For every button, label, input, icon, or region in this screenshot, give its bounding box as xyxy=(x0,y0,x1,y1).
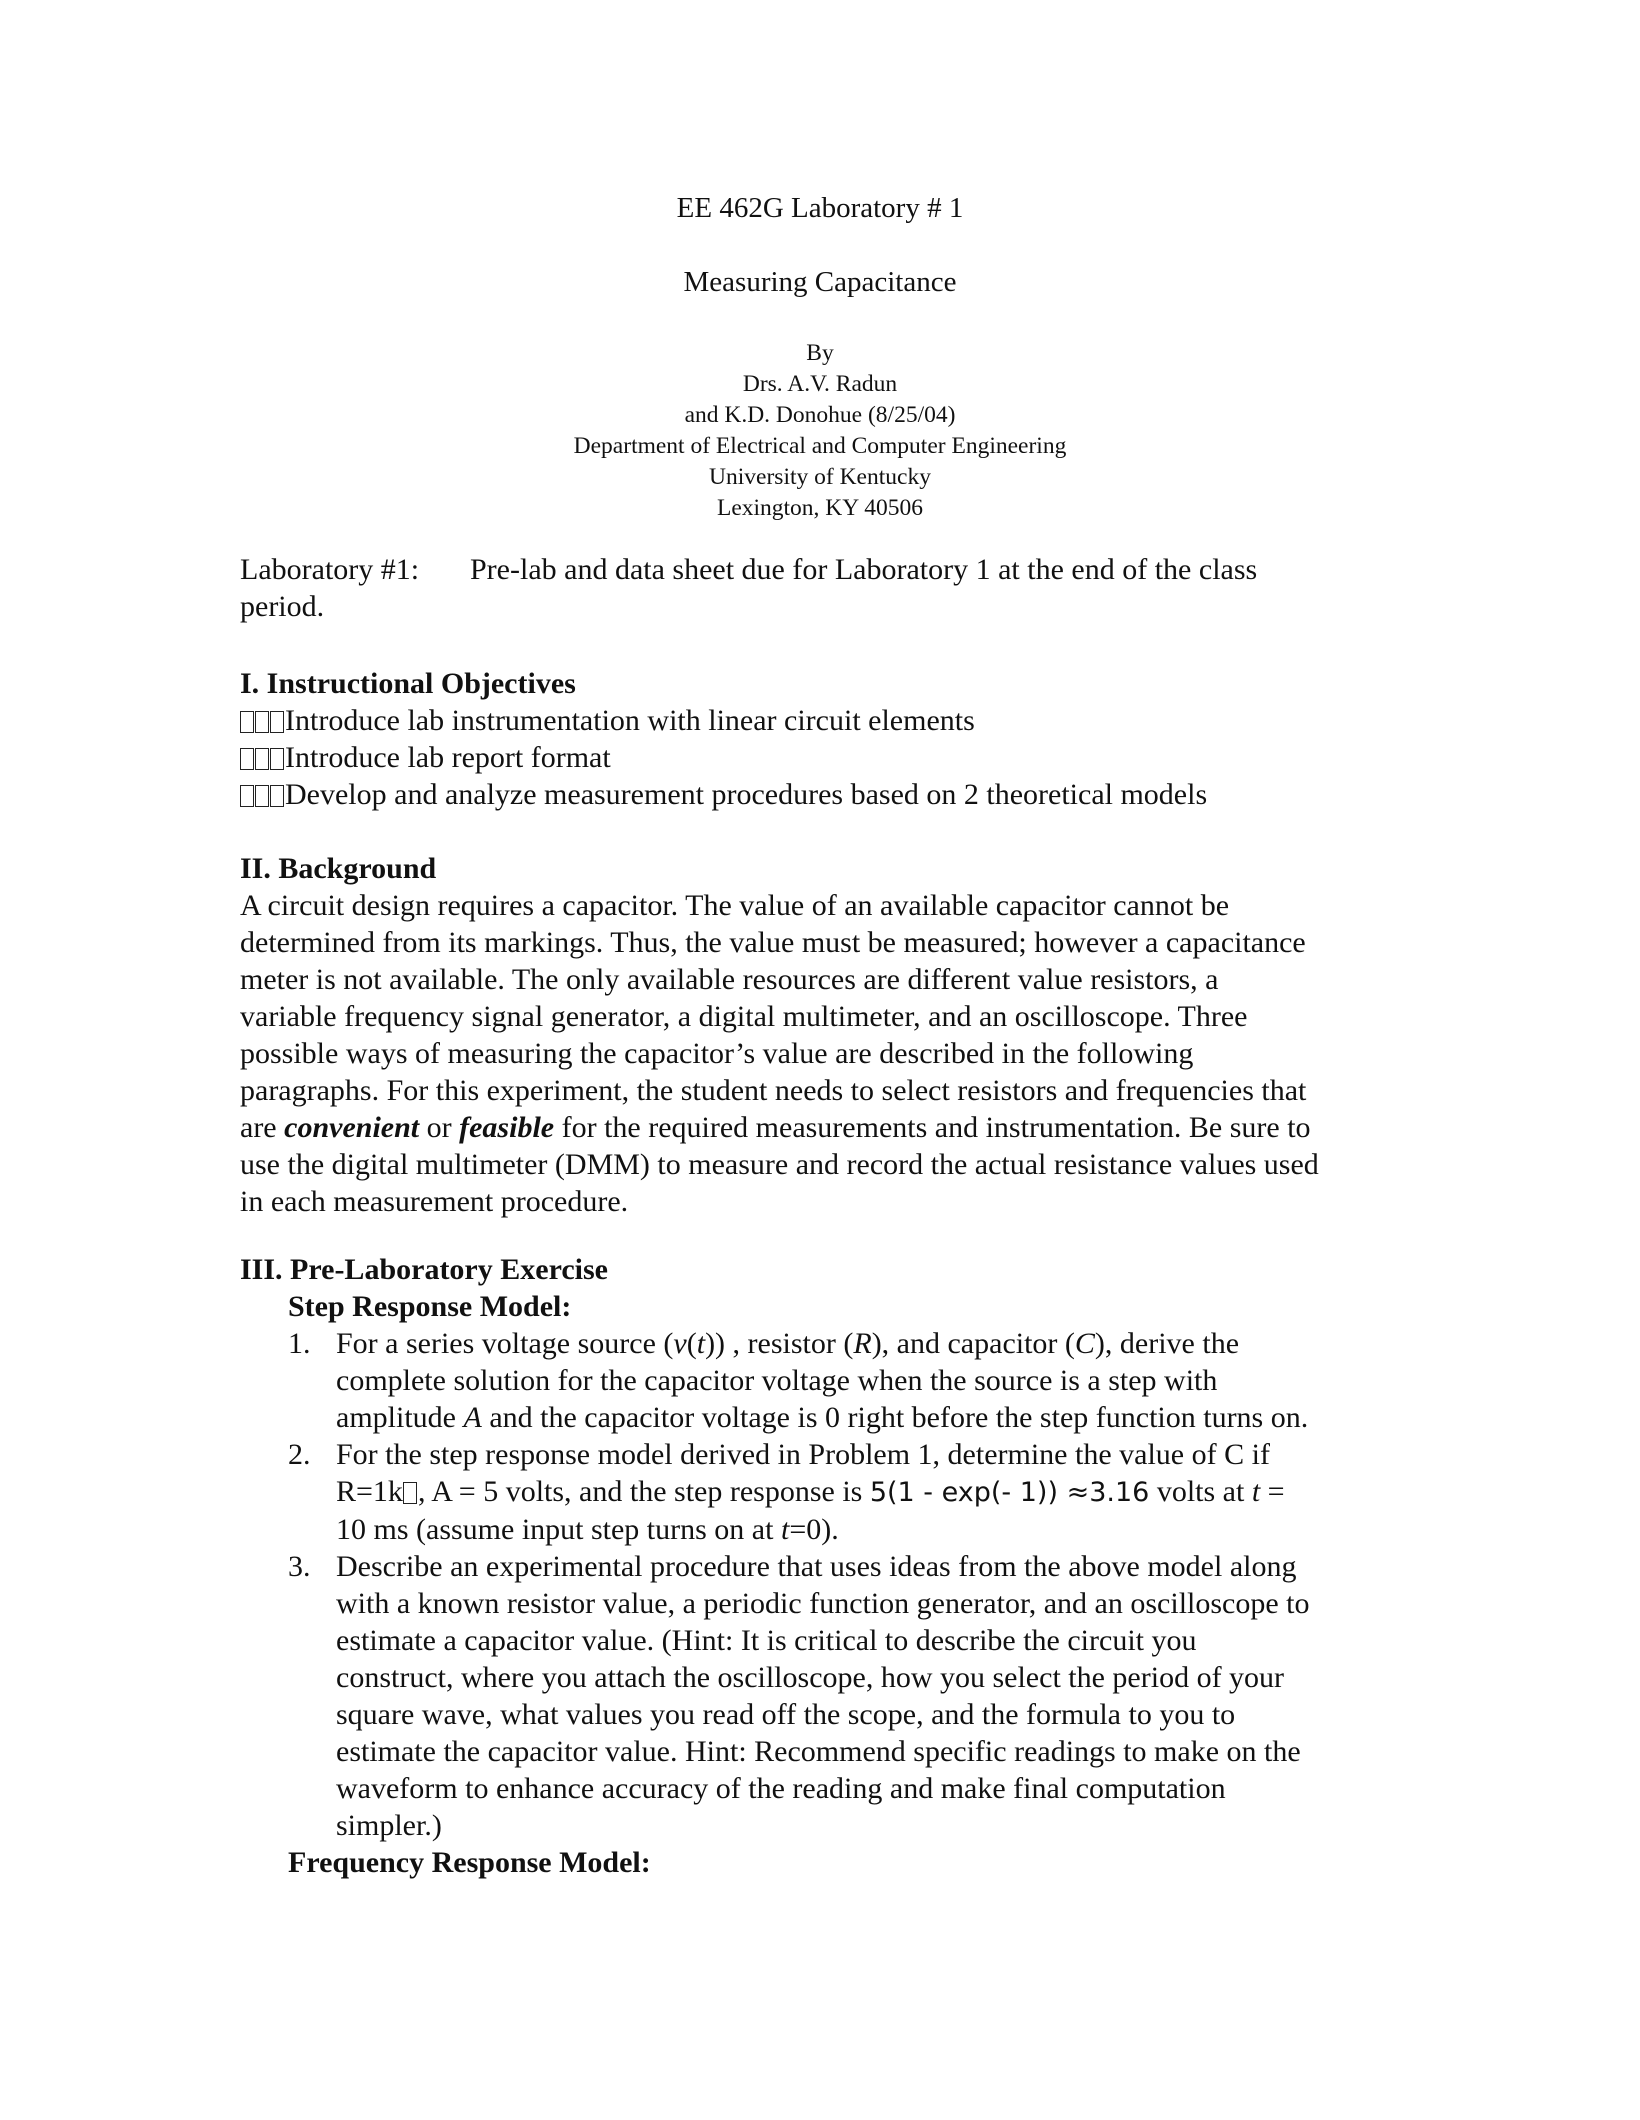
prelab-heading: III. Pre-Laboratory Exercise xyxy=(240,1253,608,1286)
university: University of Kentucky xyxy=(709,464,931,490)
due-text-line-2: period. xyxy=(240,590,325,623)
bullet-icon xyxy=(240,711,254,733)
objectives-heading: I. Instructional Objectives xyxy=(240,667,576,700)
location: Lexington, KY 40506 xyxy=(716,495,924,521)
due-label: Laboratory #1: xyxy=(240,553,420,586)
bullet-icon xyxy=(270,711,284,733)
background-heading: II. Background xyxy=(240,852,437,885)
authors-line-2: and K.D. Donohue (8/25/04) xyxy=(684,402,956,428)
due-notice xyxy=(240,551,1400,625)
prelab-list xyxy=(240,1325,1400,1844)
background-line: possible ways of measuring the capacitor’s value are described in the following xyxy=(240,1037,1194,1070)
bullet-icon xyxy=(270,785,284,807)
bullet-icon xyxy=(255,748,269,770)
objective-text: Introduce lab instrumentation with linear circuit elements xyxy=(285,704,975,737)
lab-title: Measuring Capacitance xyxy=(683,266,957,298)
item-number: 3. xyxy=(288,1550,311,1583)
prelab-item-1: 1. For a series voltage source (v(t)) , resistor (R), and capacitor (C), derive the complete solution for the capacitor voltage when the source is a step with amplitude A and the capacitor voltage is 0 right before the step function turns on. xyxy=(288,1327,1309,1434)
item-number: 2. xyxy=(288,1438,311,1471)
prelab-section xyxy=(240,1251,1400,1881)
background-line: in each measurement procedure. xyxy=(240,1185,629,1218)
step-response-formula: 5(1 - exp(- 1)) ≈3.16 xyxy=(869,1477,1150,1508)
step-response-heading: Step Response Model: xyxy=(288,1290,572,1323)
bullet-icon xyxy=(255,711,269,733)
bullet-icon xyxy=(240,785,254,807)
by-line: By xyxy=(806,340,834,366)
prelab-item-2: 2. For the step response model derived in Problem 1, determine the value of C if R=1k , A = 5 volts, and the step response is 5(1 - exp(- 1)) ≈3.16 volts at t = 10 ms (assume input step turns on at t=0). xyxy=(288,1438,1285,1546)
prelab-item-3: 3. Describe an experimental procedure that uses ideas from the above model along with a known resistor value, a periodic function generator, and an oscilloscope to estimate a capacitor value. (Hint: It is critical to describe the circuit you construct, where you attach the oscilloscope, how you select the period of your square wave, what values you read off the scope, and the formula to you to estimate the capacitor value. Hint: Recommend specific readings to make on the waveform to enhance accuracy of the reading and make final computation simpler.) xyxy=(288,1550,1310,1842)
objectives-section xyxy=(240,665,1400,813)
bullet-icon xyxy=(240,748,254,770)
background-line: are convenient or feasible for the required measurements and instrumentation. Be sure to xyxy=(240,1111,1311,1144)
item-number: 1. xyxy=(288,1327,311,1360)
objective-item xyxy=(240,702,1400,739)
frequency-response-heading: Frequency Response Model: xyxy=(288,1846,651,1879)
due-text-line-1: Pre-lab and data sheet due for Laboratory 1 at the end of the class xyxy=(470,553,1258,586)
objective-text: Develop and analyze measurement procedures based on 2 theoretical models xyxy=(285,778,1208,811)
background-line: variable frequency signal generator, a digital multimeter, and an oscilloscope. Three xyxy=(240,1000,1248,1033)
background-line: A circuit design requires a capacitor. The value of an available capacitor cannot be xyxy=(240,889,1230,922)
background-line: use the digital multimeter (DMM) to measure and record the actual resistance values used xyxy=(240,1148,1319,1181)
objective-item xyxy=(240,739,1400,776)
emphasis-convenient: convenient xyxy=(284,1111,420,1144)
background-line: paragraphs. For this experiment, the student needs to select resistors and frequencies that xyxy=(240,1074,1307,1107)
bullet-icon xyxy=(270,748,284,770)
course-title: EE 462G Laboratory # 1 xyxy=(676,192,964,224)
background-line: meter is not available. The only available resources are different value resistors, a xyxy=(240,963,1219,996)
emphasis-feasible: feasible xyxy=(459,1111,555,1144)
author-block xyxy=(0,338,1640,524)
authors-line-1: Drs. A.V. Radun xyxy=(742,371,898,397)
missing-glyph-icon xyxy=(403,1482,417,1504)
background-line: determined from its markings. Thus, the value must be measured; however a capacitance xyxy=(240,926,1306,959)
bullet-icon xyxy=(255,785,269,807)
objective-text: Introduce lab report format xyxy=(285,741,611,774)
objective-item xyxy=(240,776,1400,813)
department: Department of Electrical and Computer Engineering xyxy=(573,433,1067,459)
background-section xyxy=(240,850,1400,1220)
